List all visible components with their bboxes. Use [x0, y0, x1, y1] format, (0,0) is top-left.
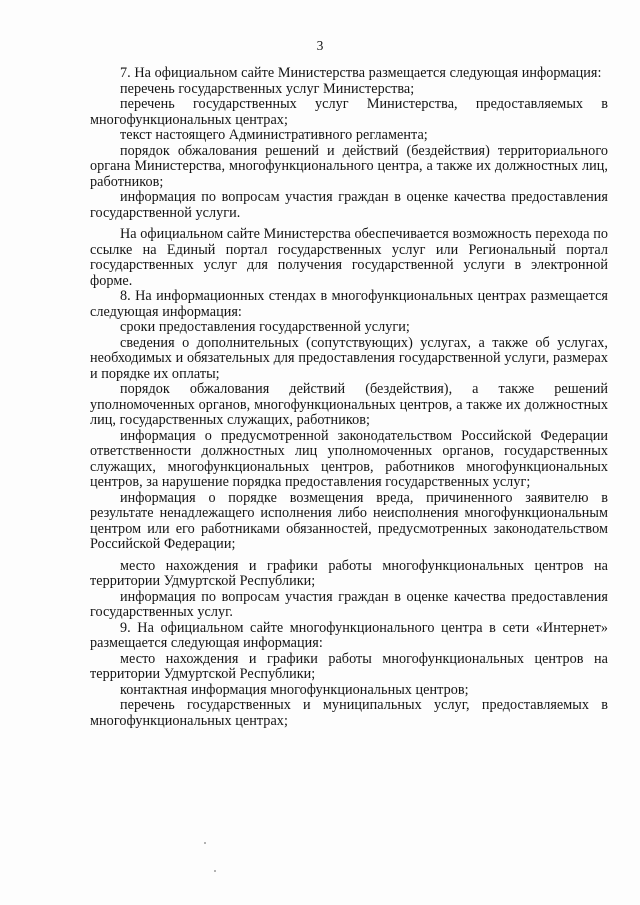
- scan-speck: [214, 870, 216, 872]
- list-item: место нахождения и графики работы многофункциональных центров на территории Удмуртской Республики;: [90, 557, 608, 589]
- list-item: информация о порядке возмещения вреда, причиненного заявителю в результате ненадлежащего исполнения либо неисполнения многофункциональным центром или его работниками обязанностей, предусмотренных законодательством Российской Федерации;: [90, 489, 608, 552]
- list-item: информация по вопросам участия граждан в оценке качества предоставления государственной услуги.: [90, 189, 608, 221]
- scan-speck: [204, 842, 206, 844]
- list-item: перечень государственных услуг Министерства;: [120, 80, 415, 97]
- list-item: порядок обжалования действий (бездействия), а также решений уполномоченных органов, многофункциональных центров, а также их должностных лиц, государственных служащих, работников;: [90, 381, 608, 428]
- list-item: перечень государственных и муниципальных услуг, предоставляемых в многофункциональных центрах;: [90, 697, 608, 729]
- list-item: информация о предусмотренной законодательством Российской Федерации ответственности должностных лиц уполномоченных органов, государственных служащих, многофункциональных центров, работников многофункциональных центров, за нарушение порядка предоставления государственных услуг;: [90, 427, 608, 490]
- paragraph-9-heading: 9. На официальном сайте многофункционального центра в сети «Интернет» размещается следующая информация:: [90, 619, 608, 651]
- paragraph-7-heading: 7. На официальном сайте Министерства размещается следующая информация:: [120, 65, 602, 81]
- list-item: сроки предоставления государственной услуги;: [120, 319, 410, 335]
- list-item: сведения о дополнительных (сопутствующих) услугах, а также об услугах, необходимых и обязательных для предоставления государственной услуги, размерах и порядке их оплаты;: [90, 334, 608, 382]
- paragraph-8-heading: 8. На информационных стендах в многофункциональных центрах размещается следующая информация:: [90, 288, 608, 320]
- list-item: информация по вопросам участия граждан в оценке качества предоставления государственных услуг.: [90, 588, 608, 620]
- list-item: порядок обжалования решений и действий (бездействия) территориального органа Министерства, многофункционального центра, а также их должностных лиц, работников;: [90, 142, 608, 190]
- paragraph-portal-link: На официальном сайте Министерства обеспечивается возможность перехода по ссылке на Единый портал государственных услуг или Региональный портал государственных услуг для получения государственной услуги в электронной форме.: [90, 226, 608, 289]
- list-item: перечень государственных услуг Министерства, предоставляемых в многофункциональных центрах;: [90, 96, 608, 128]
- document-body: [90, 66, 608, 729]
- list-item: текст настоящего Административного регламента;: [120, 127, 428, 143]
- list-item: место нахождения и графики работы многофункциональных центров на территории Удмуртской Республики;: [90, 650, 608, 682]
- page-number: 3: [316, 38, 324, 53]
- list-item: контактная информация многофункциональных центров;: [120, 681, 469, 698]
